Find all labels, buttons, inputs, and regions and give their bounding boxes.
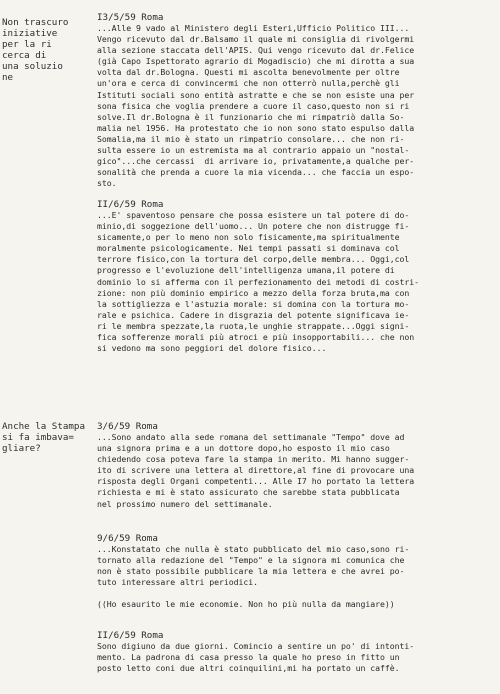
- entry-date: I3/5/59 Roma: [97, 12, 164, 23]
- entry-date: 3/6/59 Roma: [97, 421, 158, 432]
- text-line: non è stato possibile pubblicare la mia lettera e che avrei po-: [97, 566, 405, 577]
- text-line: solve.Il dr.Bologna è il funzionario che mi rimpatriò dalla So-: [97, 111, 405, 122]
- text-line: richiesta e mi è stato assicurato che sarebbe stata pubblicata: [97, 487, 400, 498]
- diary-entry: [97, 533, 497, 611]
- text-line: rale e psichica. Cadere in disgrazia del potente significava ie-: [97, 309, 410, 320]
- margin-note-solution: Non trascuro iniziative per la ri cerca di una soluzio ne: [2, 17, 69, 83]
- entry-body: [97, 23, 497, 189]
- text-line: tornato alla redazione del "Tempo" e la signora mi comunica che: [97, 555, 405, 566]
- text-line: moralmente psicologicamente. Nei tempi passati si dominava col: [97, 243, 400, 254]
- text-line: un'ora e cerca di convincermi che non otterrò nulla,perchè gli: [97, 78, 400, 89]
- text-line: la sottigliezza e l'astuzia morale: si domina con la tortura mo-: [97, 298, 410, 309]
- text-line: volta dal dr.Bologna. Questi mi ascolta benevolmente per oltre: [97, 67, 400, 78]
- text-line: gico"...che cercassi di arrivare io, privatamente,a qualche per-: [97, 156, 415, 167]
- entry-body: [97, 641, 497, 674]
- diary-entry: [97, 12, 497, 189]
- text-line: nel prossimo numero del settimanale.: [97, 498, 273, 509]
- text-line: Istituti sociali sono entità astratte e che se non esiste una per: [97, 89, 415, 100]
- text-line: Vengo ricevuto dal dr.Balsamo il quale mi consiglia di rivolgermi: [97, 34, 415, 45]
- text-line: terrore fisico,con la tortura del corpo,delle membra... Oggi,col: [97, 254, 410, 265]
- text-line: sto.: [97, 178, 117, 189]
- note-line: ((Ho esaurito le mie economie. Non ho più nulla da mangiare)): [97, 599, 395, 610]
- text-line: chiedendo cosa poteva fare la stampa in merito. Mi hanno sugger-: [97, 454, 410, 465]
- text-line: ...Sono andato alla sede romana del settimanale "Tempo" dove ad: [97, 432, 405, 442]
- text-line: tuto interessare altri periodici.: [97, 577, 259, 588]
- entry-date: 9/6/59 Roma: [97, 533, 158, 544]
- text-line: una signora prima e a un dottore dopo,ho esposto il mio caso: [97, 443, 390, 454]
- text-line: minio,di soggezione dell'uomo... Un potere che non distrugge fi-: [97, 221, 410, 232]
- text-line: si vedono ma sono peggiori del dolore fisico...: [97, 343, 327, 354]
- text-line: [97, 588, 497, 599]
- text-line: Sono digiuno da due giorni. Comincio a sentire un po' di intonti-: [97, 641, 415, 651]
- text-line: ri le membra spezzate,la ruota,le unghie strappate...Oggi signi-: [97, 320, 410, 331]
- text-line: risposta degli Organi competenti... Alle I7 ho portato la lettera: [97, 476, 415, 487]
- entry-body: [97, 210, 497, 354]
- text-line: sulta essere io un estremista ma al contrario appaio un "nostal-: [97, 145, 410, 156]
- text-line: ...Konstatato che nulla è stato pubblicato del mio caso,sono ri-: [97, 544, 410, 554]
- text-line: dominio lo si afferma con il perfezionamento dei metodi di costri-: [97, 276, 420, 287]
- text-line: ...Alle 9 vado al Ministero degli Esteri,Ufficio Politico III...: [97, 23, 410, 33]
- entry-body: [97, 544, 497, 611]
- text-line: fica sofferenze morali più atroci e più insopportabili... che non: [97, 332, 415, 343]
- text-line: sicamente,o per lo meno non solo fisicamente,ma spiritualmente: [97, 232, 400, 243]
- margin-note-press: Anche la Stampa si fa imbava= gliare?: [2, 421, 85, 454]
- text-line: mento. La padrona di casa presso la quale ho preso in fitto un: [97, 652, 400, 663]
- text-line: malia nel 1956. Ha protestato che io non sono stato espulso dalla: [97, 122, 415, 133]
- text-line: ...E' spaventoso pensare che possa esistere un tal potere di do-: [97, 210, 410, 220]
- text-line: alla sezione staccata dell'APIS. Qui vengo ricevuto dal dr.Felice: [97, 45, 415, 56]
- entry-date: II/6/59 Roma: [97, 630, 164, 641]
- entry-body: [97, 432, 497, 510]
- text-line: posto letto coni due altri coinquilini,mi ha portato un caffè.: [97, 663, 400, 674]
- text-line: progresso e l'evoluzione dell'intelligenza umana,il potere di: [97, 265, 395, 276]
- diary-entry: [97, 199, 497, 354]
- diary-entry: [97, 630, 497, 674]
- text-line: zione: non più dominio empirico a mezzo della forza bruta,ma con: [97, 287, 410, 298]
- text-line: sona fisica che voglia prendere a cuore il caso,questo non si ri: [97, 100, 410, 111]
- diary-entry: [97, 421, 497, 510]
- text-line: ito di scrivere una lettera al direttore,al fine di provocare una: [97, 465, 415, 476]
- text-line: (già Capo Ispettorato agrario di Mogadiscio) che mi dirotta a sua: [97, 56, 415, 67]
- text-line: Somalia,ma il mio è stato un rimpatrio consolare... che non ri-: [97, 133, 405, 144]
- text-line: sonalità che prenda a cuore la mia vicenda... che faccia un espo-: [97, 167, 415, 178]
- entry-date: II/6/59 Roma: [97, 199, 164, 210]
